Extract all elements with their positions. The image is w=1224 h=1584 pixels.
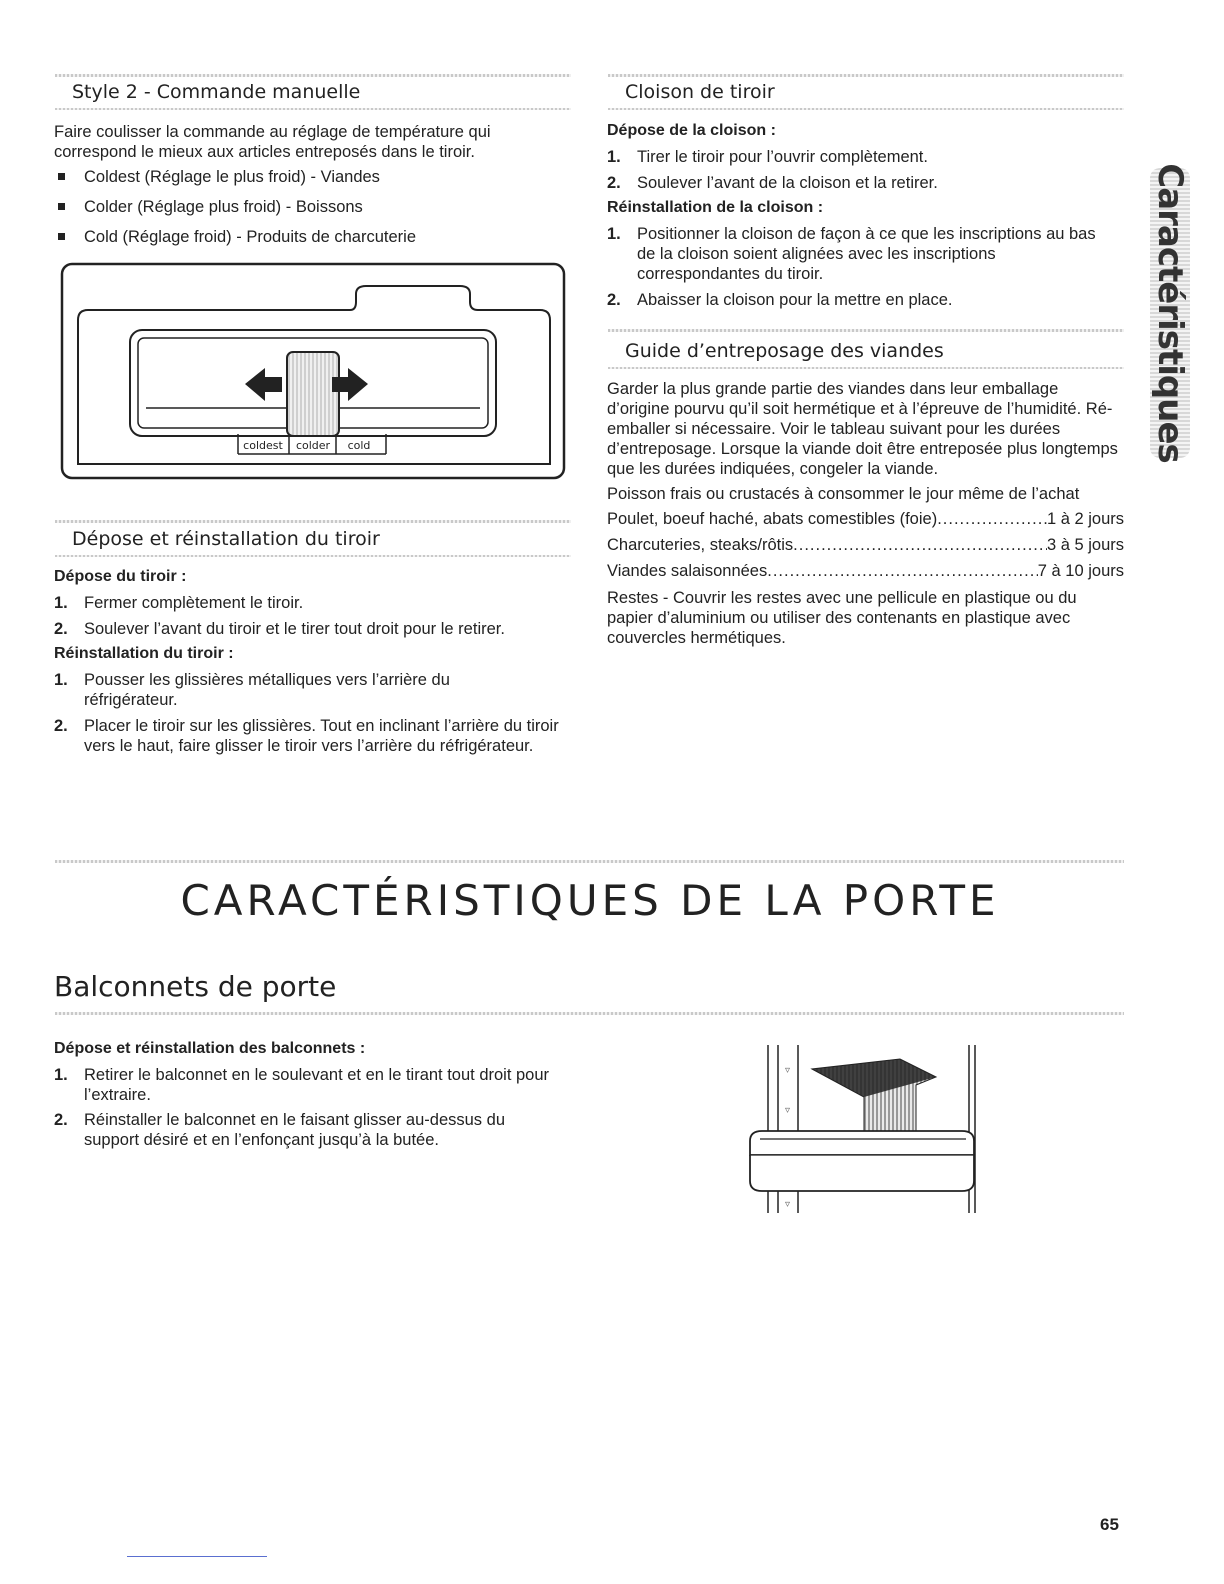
section-rule	[608, 108, 1124, 110]
step-text: Abaisser la cloison pour la mettre en place.	[637, 291, 953, 309]
section-rule	[55, 108, 571, 110]
door-bin-illustration	[740, 1045, 990, 1217]
step-text: Soulever l’avant du tiroir et le tirer tout droit pour le retirer.	[84, 620, 505, 638]
section-rule	[608, 74, 1124, 77]
side-tab	[1150, 163, 1190, 463]
svg-text:▿: ▿	[785, 1065, 791, 1076]
step-number: 2.	[54, 717, 68, 735]
porte-sub: Dépose et réinstallation des balconnets :	[54, 1040, 366, 1057]
table-row	[607, 510, 1124, 529]
step-text: Soulever l’avant de la cloison et la retirer.	[637, 174, 938, 192]
step-number: 1.	[54, 671, 68, 689]
step-number: 1.	[607, 148, 621, 166]
step-text: Réinstaller le balconnet en le faisant glisser au-dessus du support désiré et en l’enfonçant jusqu’à la butée.	[84, 1111, 505, 1149]
row-time: 7 à 10 jours	[1037, 562, 1124, 580]
step-number: 2.	[54, 1111, 68, 1129]
leader-dots	[937, 510, 1047, 529]
bullet-marker	[58, 233, 65, 240]
section-rule	[55, 555, 571, 557]
step-text: Retirer le balconnet en le soulevant et en le tirant tout droit pour l’extraire.	[84, 1066, 550, 1104]
style2-title: Style 2 - Commande manuelle	[72, 81, 361, 103]
porte-subtitle: Balconnets de porte	[54, 970, 337, 1003]
viandes-poisson: Poisson frais ou crustacés à consommer le jour même de l’achat	[607, 485, 1080, 503]
viandes-title: Guide d’entreposage des viandes	[625, 340, 944, 362]
svg-text:▿: ▿	[785, 1105, 791, 1116]
section-rule	[55, 520, 571, 523]
leader-dots	[767, 562, 1038, 581]
dial-label-cold: cold	[347, 439, 371, 452]
section-rule	[55, 1012, 1124, 1015]
tiroir-title: Dépose et réinstallation du tiroir	[72, 528, 380, 550]
viandes-intro: Garder la plus grande partie des viandes dans leur emballage d’origine pourvu qu’il soit hermétique et à l’épreuve de l’humidité. Ré-emballer si nécessaire. Voir le tableau suivant pour les durées d’entreposage. Lorsque la viande doit être entreposée plus longtemps que les durées indiquées, congeler la viande.	[607, 380, 1118, 478]
cloison-sub2: Réinstallation de la cloison :	[607, 199, 824, 216]
section-rule	[55, 860, 1124, 863]
tiroir-sub2: Réinstallation du tiroir :	[54, 645, 234, 662]
dial-label-colder: colder	[295, 439, 331, 452]
viandes-restes: Restes - Couvrir les restes avec une pellicule en plastique ou du papier d’aluminium ou utiliser des contenants en plastique avec couvercles hermétiques.	[607, 589, 1077, 647]
step-text: Tirer le tiroir pour l’ouvrir complètement.	[637, 148, 928, 166]
row-item: Charcuteries, steaks/rôtis	[607, 536, 794, 554]
row-time: 1 à 2 jours	[1046, 510, 1124, 528]
bullet-marker	[58, 203, 65, 210]
bullet-text: Coldest (Réglage le plus froid) - Viandes	[84, 168, 380, 186]
step-number: 2.	[607, 291, 621, 309]
step-number: 2.	[607, 174, 621, 192]
row-time: 3 à 5 jours	[1046, 536, 1124, 554]
step-number: 1.	[54, 1066, 68, 1084]
cloison-sub1: Dépose de la cloison :	[607, 122, 776, 139]
dial-label-coldest: coldest	[243, 439, 283, 452]
row-item: Poulet, boeuf haché, abats comestibles (foie)	[607, 510, 938, 528]
row-item: Viandes salaisonnées	[607, 562, 768, 580]
svg-text:▿: ▿	[785, 1199, 791, 1210]
footer-rule	[127, 1556, 267, 1557]
bullet-marker	[58, 173, 65, 180]
temperature-control-illustration	[60, 262, 566, 480]
section-rule	[608, 367, 1124, 369]
step-text: Pousser les glissières métalliques vers l’arrière du réfrigérateur.	[84, 671, 450, 709]
page-number: 65	[1100, 1515, 1119, 1534]
bullet-text: Colder (Réglage plus froid) - Boissons	[84, 198, 363, 216]
step-number: 1.	[54, 594, 68, 612]
table-row	[607, 536, 1124, 555]
step-text: Positionner la cloison de façon à ce que les inscriptions au bas de la cloison soient alignées avec les inscriptions correspondantes du tiroir.	[637, 225, 1096, 283]
bullet-text: Cold (Réglage froid) - Produits de charcuterie	[84, 228, 416, 246]
step-text: Fermer complètement le tiroir.	[84, 594, 304, 612]
step-text: Placer le tiroir sur les glissières. Tout en inclinant l’arrière du tiroir vers le haut, faire glisser le tiroir vers l’arrière du réfrigérateur.	[84, 717, 559, 755]
cloison-title: Cloison de tiroir	[625, 81, 775, 103]
side-tab-label: Caractéristiques	[1150, 163, 1190, 463]
table-row	[607, 562, 1124, 581]
tiroir-sub1: Dépose du tiroir :	[54, 568, 187, 585]
section-rule	[608, 329, 1124, 332]
leader-dots	[793, 536, 1047, 555]
step-number: 1.	[607, 225, 621, 243]
section-rule	[55, 74, 571, 77]
step-number: 2.	[54, 620, 68, 638]
porte-title: CARACTÉRISTIQUES DE LA PORTE	[180, 876, 1000, 925]
style2-intro: Faire coulisser la commande au réglage de température qui correspond le mieux aux articles entreposés dans le tiroir.	[54, 123, 491, 161]
